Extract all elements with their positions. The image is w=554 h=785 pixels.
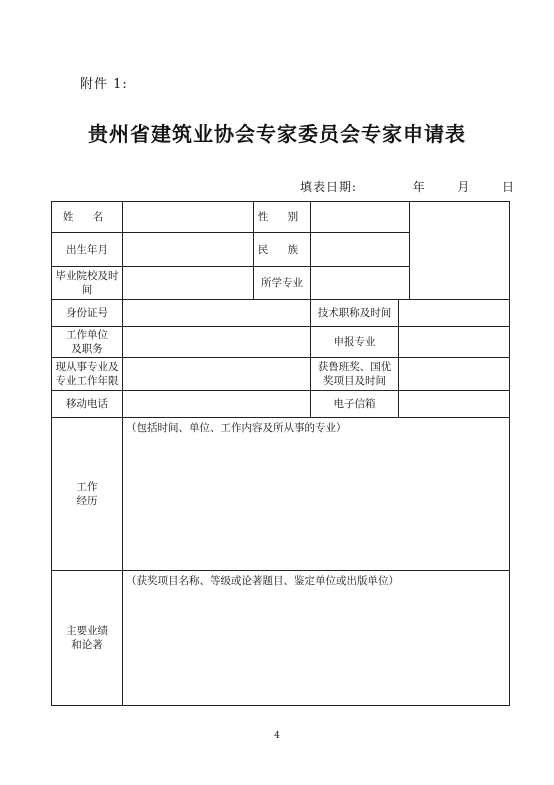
fill-date-row: [300, 178, 515, 195]
input-work-unit[interactable]: [123, 327, 311, 358]
input-mobile[interactable]: [123, 391, 311, 418]
attachment-label: 附件 1:: [80, 77, 128, 92]
label-school: 毕业院校及时间: [52, 267, 123, 300]
label-name: 姓 名: [52, 202, 123, 233]
label-email: 电子信箱: [311, 391, 399, 418]
label-gender: 性 别: [254, 202, 311, 233]
input-work-history[interactable]: [123, 418, 509, 571]
input-apply-major[interactable]: [399, 327, 509, 358]
fill-date-month: 月: [457, 180, 471, 194]
input-name[interactable]: [123, 202, 254, 233]
photo-box[interactable]: [410, 202, 509, 300]
label-awards: 获鲁班奖、国优奖项目及时间: [311, 358, 399, 391]
label-apply-major: 申报专业: [311, 327, 399, 358]
label-current-major: 现从事专业及专业工作年限: [52, 358, 123, 391]
input-tech-title[interactable]: [399, 300, 509, 327]
achievements-hint: （获奖项目名称、等级或论著题目、鉴定单位或出版单位）: [126, 575, 399, 587]
application-form: [51, 201, 510, 706]
input-birth[interactable]: [123, 233, 254, 267]
input-school[interactable]: [123, 267, 254, 300]
input-achievements[interactable]: [123, 571, 509, 705]
label-major: 所学专业: [254, 267, 311, 300]
form-title: 贵州省建筑业协会专家委员会专家申请表: [88, 122, 466, 146]
input-id-number[interactable]: [123, 300, 311, 327]
input-current-major[interactable]: [123, 358, 311, 391]
label-work-unit: 工作单位及职务: [52, 327, 123, 358]
page-number: 4: [274, 731, 280, 741]
label-tech-title: 技术职称及时间: [311, 300, 399, 327]
fill-date-day: 日: [502, 180, 516, 194]
input-gender[interactable]: [311, 202, 410, 233]
fill-date-year: 年: [412, 180, 426, 194]
input-major[interactable]: [311, 267, 410, 300]
fill-date-label: 填表日期:: [300, 180, 358, 194]
label-id-number: 身份证号: [52, 300, 123, 327]
label-work-history: 工作经历: [52, 418, 123, 571]
label-mobile: 移动电话: [52, 391, 123, 418]
label-ethnicity: 民 族: [254, 233, 311, 267]
input-ethnicity[interactable]: [311, 233, 410, 267]
work-history-hint: （包括时间、单位、工作内容及所从事的专业）: [126, 422, 347, 434]
label-birth: 出生年月: [52, 233, 123, 267]
label-achievements: 主要业绩和论著: [52, 571, 123, 705]
input-email[interactable]: [399, 391, 509, 418]
input-awards[interactable]: [399, 358, 509, 391]
